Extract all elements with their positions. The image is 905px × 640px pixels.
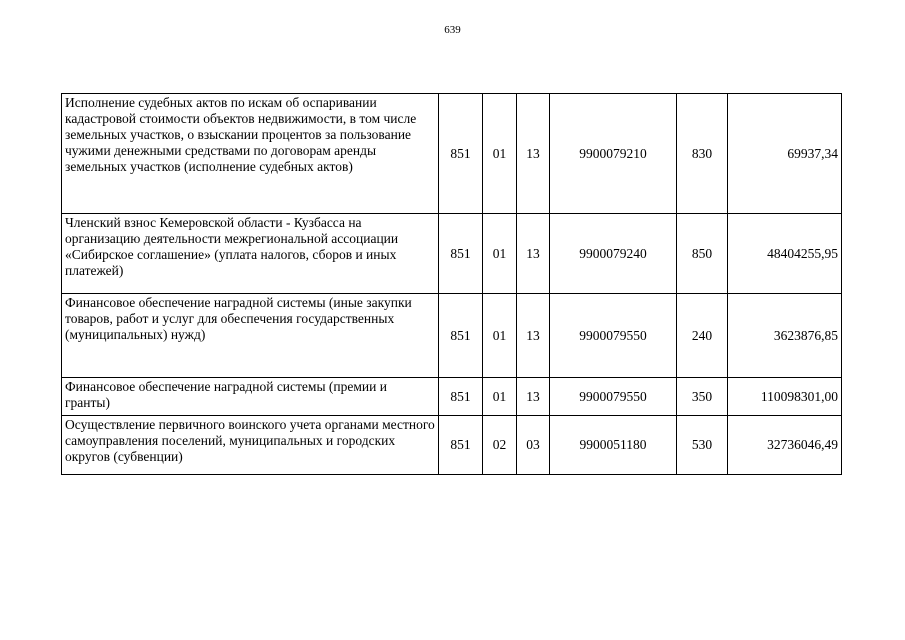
row-amount: 69937,34	[728, 94, 842, 214]
page-number: 639	[444, 24, 461, 36]
row-target-code: 9900079550	[550, 378, 677, 416]
row-description: Осуществление первичного воинского учета органами местного самоуправления поселений, муниципальных и городских округов (субвенции)	[62, 416, 439, 475]
row-admin-code: 851	[439, 294, 483, 378]
table-row	[62, 378, 842, 416]
row-admin-code: 851	[439, 214, 483, 294]
row-subsection-code: 13	[517, 294, 550, 378]
row-subsection-code: 13	[517, 214, 550, 294]
table-row	[62, 294, 842, 378]
budget-table	[61, 93, 842, 475]
row-target-code: 9900051180	[550, 416, 677, 475]
row-section-code: 01	[483, 94, 517, 214]
row-expense-type-code: 850	[677, 214, 728, 294]
table-row	[62, 416, 842, 475]
row-section-code: 01	[483, 294, 517, 378]
row-description: Финансовое обеспечение наградной системы (премии и гранты)	[62, 378, 439, 416]
row-section-code: 01	[483, 214, 517, 294]
row-amount: 48404255,95	[728, 214, 842, 294]
row-section-code: 01	[483, 378, 517, 416]
row-description: Членский взнос Кемеровской области - Кузбасса на организацию деятельности межрегиональной ассоциации «Сибирское соглашение» (уплата налогов, сборов и иных платежей)	[62, 214, 439, 294]
row-expense-type-code: 530	[677, 416, 728, 475]
row-admin-code: 851	[439, 416, 483, 475]
row-subsection-code: 03	[517, 416, 550, 475]
row-expense-type-code: 830	[677, 94, 728, 214]
table-row	[62, 214, 842, 294]
row-subsection-code: 13	[517, 378, 550, 416]
row-description: Финансовое обеспечение наградной системы (иные закупки товаров, работ и услуг для обеспечения государственных (муниципальных) нужд)	[62, 294, 439, 378]
row-description: Исполнение судебных актов по искам об оспаривании кадастровой стоимости объектов недвижимости, в том числе земельных участков, о взыскании процентов за пользование чужими денежными средствами по договорам аренды земельных участков (исполнение судебных актов)	[62, 94, 439, 214]
row-section-code: 02	[483, 416, 517, 475]
row-amount: 3623876,85	[728, 294, 842, 378]
row-expense-type-code: 240	[677, 294, 728, 378]
row-expense-type-code: 350	[677, 378, 728, 416]
table-row	[62, 94, 842, 214]
row-target-code: 9900079210	[550, 94, 677, 214]
row-subsection-code: 13	[517, 94, 550, 214]
row-amount: 32736046,49	[728, 416, 842, 475]
row-target-code: 9900079550	[550, 294, 677, 378]
row-admin-code: 851	[439, 378, 483, 416]
row-target-code: 9900079240	[550, 214, 677, 294]
row-admin-code: 851	[439, 94, 483, 214]
row-amount: 110098301,00	[728, 378, 842, 416]
